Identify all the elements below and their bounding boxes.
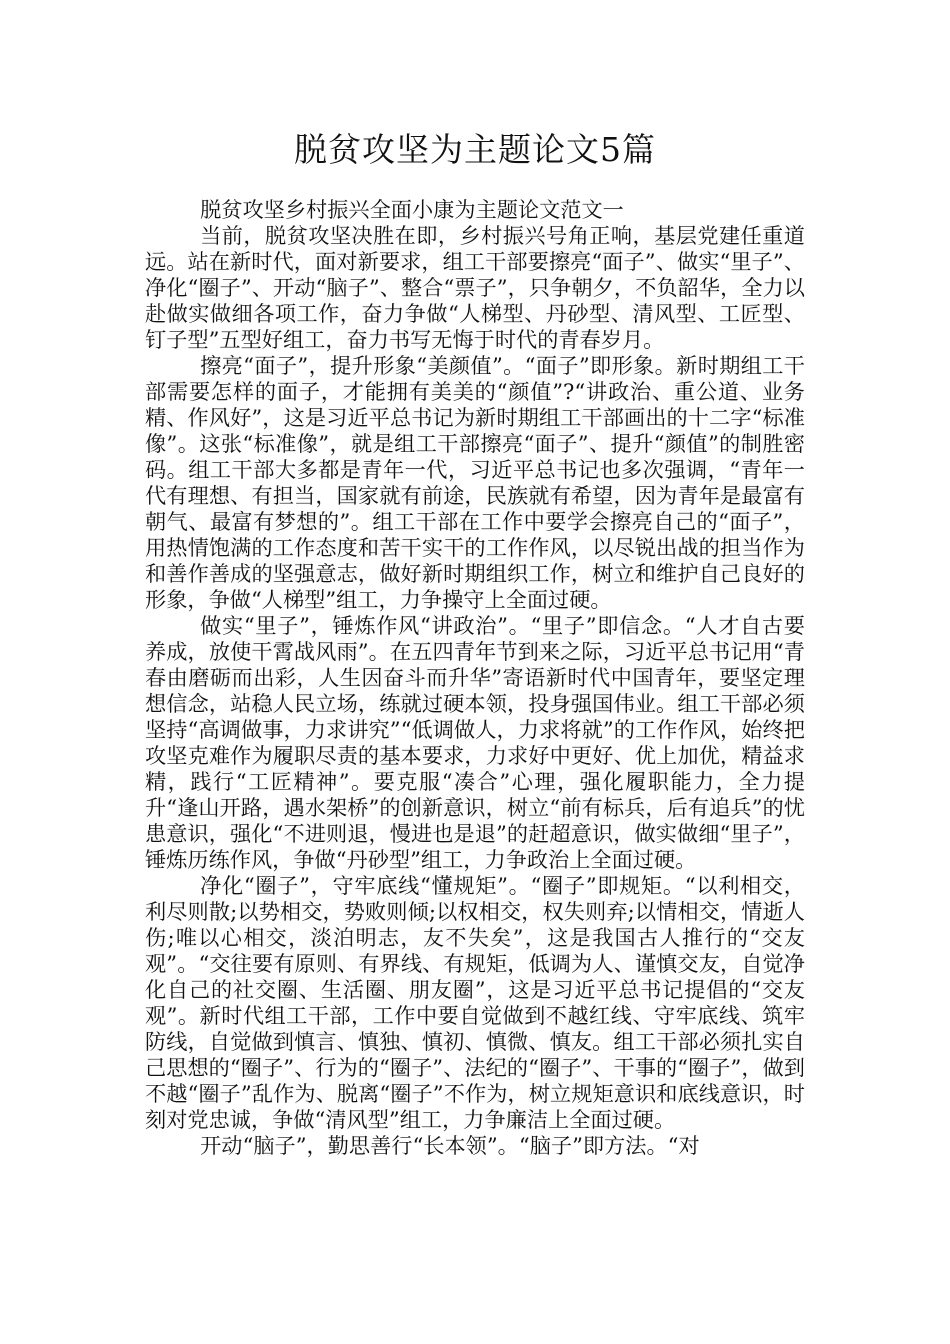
body-paragraph: 净化“圈子”，守牢底线“懂规矩”。“圈子”即规矩。“以利相交，利尽则散;以势相交，势败则倾;以权相交，权失则弃;以情相交，情逝人伤;唯以心相交，淡泊明志，友不失矣”，这是我国古人推行的“交友观”。“交往要有原则、有界线、有规矩，低调为人、谨慎交友，自觉净化自己的社交圈、生活圈、朋友圈”，这是习近平总书记提倡的“交友观”。新时代组工干部，工作中要自觉做到不越红线、守牢底线、筑牢防线，自觉做到慎言、慎独、慎初、慎微、慎友。组工干部必须扎实自己思想的“圈子”、行为的“圈子”、法纪的“圈子”、干事的“圈子”，做到不越“圈子”乱作为、脱离“圈子”不作为，树立规矩意识和底线意识，时刻对党忠诚，争做“清风型”组工，力争廉洁上全面过硬。 xyxy=(145,873,805,1132)
body-paragraph: 开动“脑子”，勤思善行“长本领”。“脑子”即方法。“对 xyxy=(200,1133,700,1158)
article-subtitle: 脱贫攻坚乡村振兴全面小康为主题论文范文一 xyxy=(200,197,624,222)
body-paragraph: 当前，脱贫攻坚决胜在即，乡村振兴号角正响，基层党建任重道远。站在新时代，面对新要求，组工干部要擦亮“面子”、做实“里子”、净化“圈子”、开动“脑子”、整合“票子”，只争朝夕，不负韶华，全力以赴做实做细各项工作，奋力争做“人梯型、丹砂型、清风型、工匠型、钉子型”五型好组工，奋力书写无悔于时代的青春岁月。 xyxy=(145,223,805,352)
body-paragraph: 擦亮“面子”，提升形象“美颜值”。“面子”即形象。新时期组工干部需要怎样的面子，才能拥有美美的“颜值”?“讲政治、重公道、业务精、作风好”，这是习近平总书记为新时期组工干部画出的十二字“标准像”。这张“标准像”，就是组工干部擦亮“面子”、提升“颜值”的制胜密码。组工干部大多都是青年一代，习近平总书记也多次强调，“青年一代有理想、有担当，国家就有前途，民族就有希望，因为青年是最富有朝气、最富有梦想的”。组工干部在工作中要学会擦亮自己的“面子”，用热情饱满的工作态度和苦干实干的工作作风，以尽锐出战的担当作为和善作善成的坚强意志，做好新时期组织工作，树立和维护自己良好的形象，争做“人梯型”组工，力争操守上全面过硬。 xyxy=(145,353,805,612)
document-title: 脱贫攻坚为主题论文5篇 xyxy=(294,130,656,169)
document-body xyxy=(145,197,805,1159)
body-paragraph: 做实“里子”，锤炼作风“讲政治”。“里子”即信念。“人才自古要养成，放使干霄战风雨”。在五四青年节到来之际，习近平总书记用“青春由磨砺而出彩，人生因奋斗而升华”寄语新时代中国青年，要坚定理想信念，站稳人民立场，练就过硬本领，投身强国伟业。组工干部必须坚持“高调做事，力求讲究”“低调做人，力求将就”的工作作风，始终把攻坚克难作为履职尽责的基本要求，力求好中更好、优上加优，精益求精，践行“工匠精神”。要克服“凑合”心理，强化履职能力，全力提升“逢山开路，遇水架桥”的创新意识，树立“前有标兵，后有追兵”的忧患意识，强化“不进则退，慢进也是退”的赶超意识，做实做细“里子”，锤炼历练作风，争做“丹砂型”组工，力争政治上全面过硬。 xyxy=(145,613,805,872)
